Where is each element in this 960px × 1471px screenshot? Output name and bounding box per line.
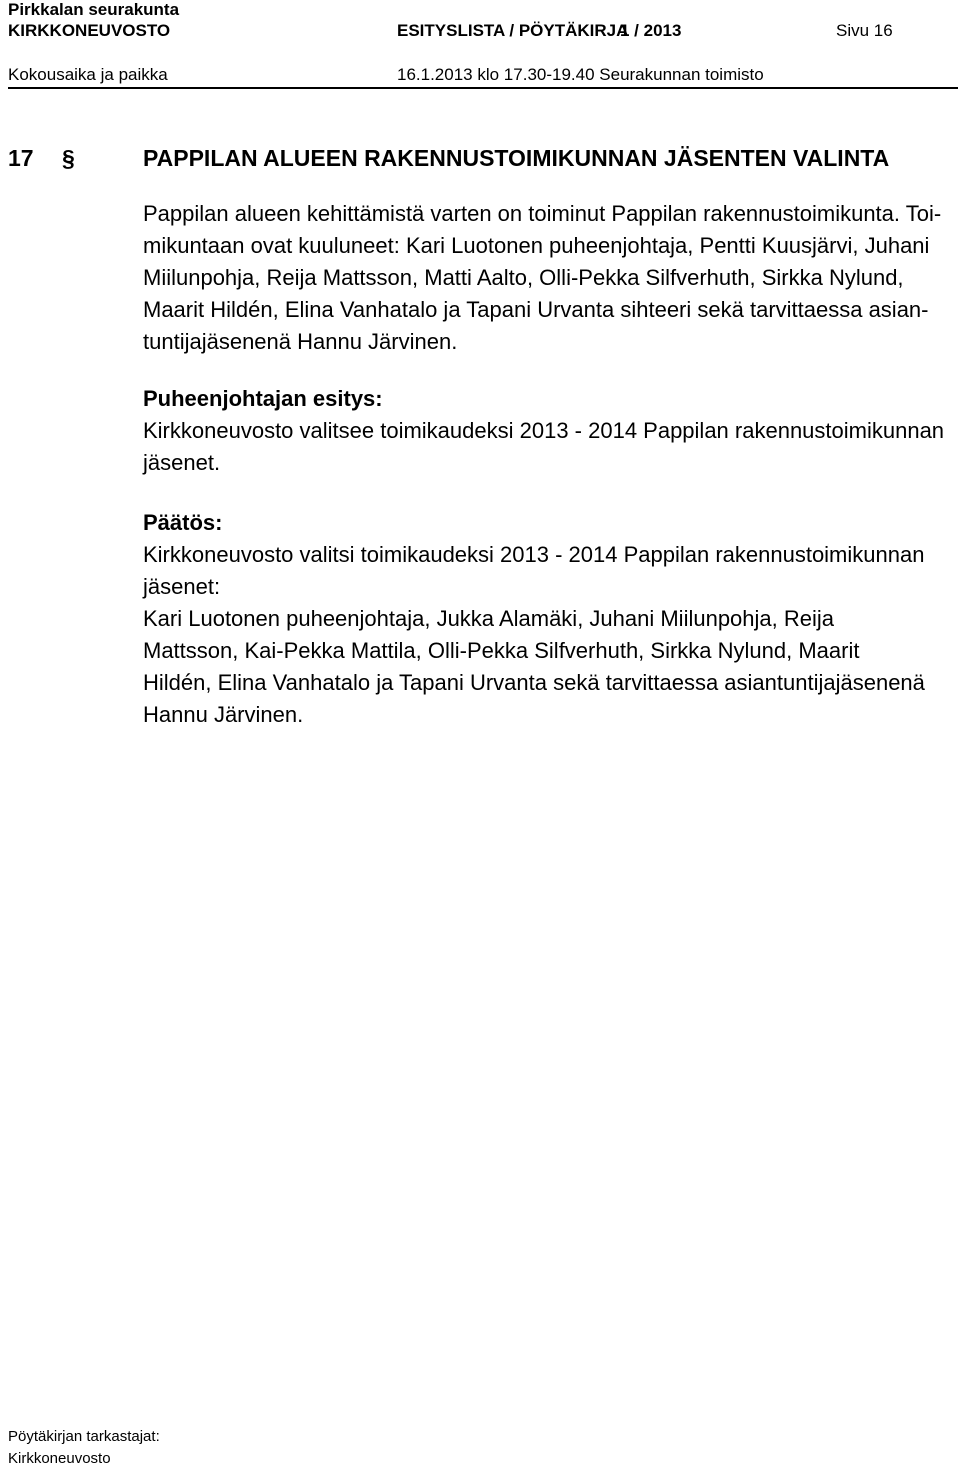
proposal-heading: Puheenjohtajan esitys: — [143, 386, 383, 411]
document-type: ESITYSLISTA / PÖYTÄKIRJA — [397, 21, 629, 40]
section-number: 17 — [8, 145, 34, 171]
document-number: 1 / 2013 — [620, 21, 682, 40]
decision-line: Hildén, Elina Vanhatalo ja Tapani Urvanta sekä tarvittaessa asiantuntijajäsenenä — [143, 670, 925, 695]
intro-line: Pappilan alueen kehittämistä varten on toiminut Pappilan rakennustoimikunta. Toi- — [143, 201, 942, 226]
meeting-time-place: 16.1.2013 klo 17.30-19.40 Seurakunnan toimisto — [397, 65, 764, 84]
decision-section — [143, 507, 943, 731]
decision-line: Mattsson, Kai-Pekka Mattila, Olli-Pekka Silfverhuth, Sirkka Nylund, Maarit — [143, 638, 860, 663]
decision-line: Kari Luotonen puheenjohtaja, Jukka Alamäki, Juhani Miilunpohja, Reija — [143, 606, 835, 631]
footer-body: Kirkkoneuvosto — [8, 1450, 111, 1467]
section-sign: § — [62, 145, 75, 171]
proposal-section — [143, 383, 943, 479]
intro-line: Miilunpohja, Reija Mattsson, Matti Aalto, Olli-Pekka Silfverhuth, Sirkka Nylund, — [143, 265, 904, 290]
body-name: KIRKKONEUVOSTO — [8, 21, 171, 40]
organization-name: Pirkkalan seurakunta — [8, 0, 180, 19]
header-divider — [8, 87, 958, 89]
decision-line: Kirkkoneuvosto valitsi toimikaudeksi 2013 - 2014 Pappilan rakennustoimikunnan — [143, 542, 925, 567]
footer-label: Pöytäkirjan tarkastajat: — [8, 1428, 160, 1445]
decision-line: jäsenet: — [143, 574, 221, 599]
meeting-label: Kokousaika ja paikka — [8, 65, 168, 84]
intro-line: tuntijajäsenenä Hannu Järvinen. — [143, 329, 458, 354]
intro-line: Maarit Hildén, Elina Vanhatalo ja Tapani Urvanta sihteeri sekä tarvittaessa asian- — [143, 297, 929, 322]
intro-paragraph — [143, 198, 943, 358]
decision-line: Hannu Järvinen. — [143, 702, 304, 727]
intro-line: mikuntaan ovat kuuluneet: Kari Luotonen puheenjohtaja, Pentti Kuusjärvi, Juhani — [143, 233, 930, 258]
decision-heading: Päätös: — [143, 510, 223, 535]
proposal-line: jäsenet. — [143, 450, 221, 475]
section-title: PAPPILAN ALUEEN RAKENNUSTOIMIKUNNAN JÄSENTEN VALINTA — [143, 145, 890, 171]
proposal-line: Kirkkoneuvosto valitsee toimikaudeksi 2013 - 2014 Pappilan rakennustoimikunnan — [143, 418, 945, 443]
page-number: Sivu 16 — [836, 21, 893, 40]
